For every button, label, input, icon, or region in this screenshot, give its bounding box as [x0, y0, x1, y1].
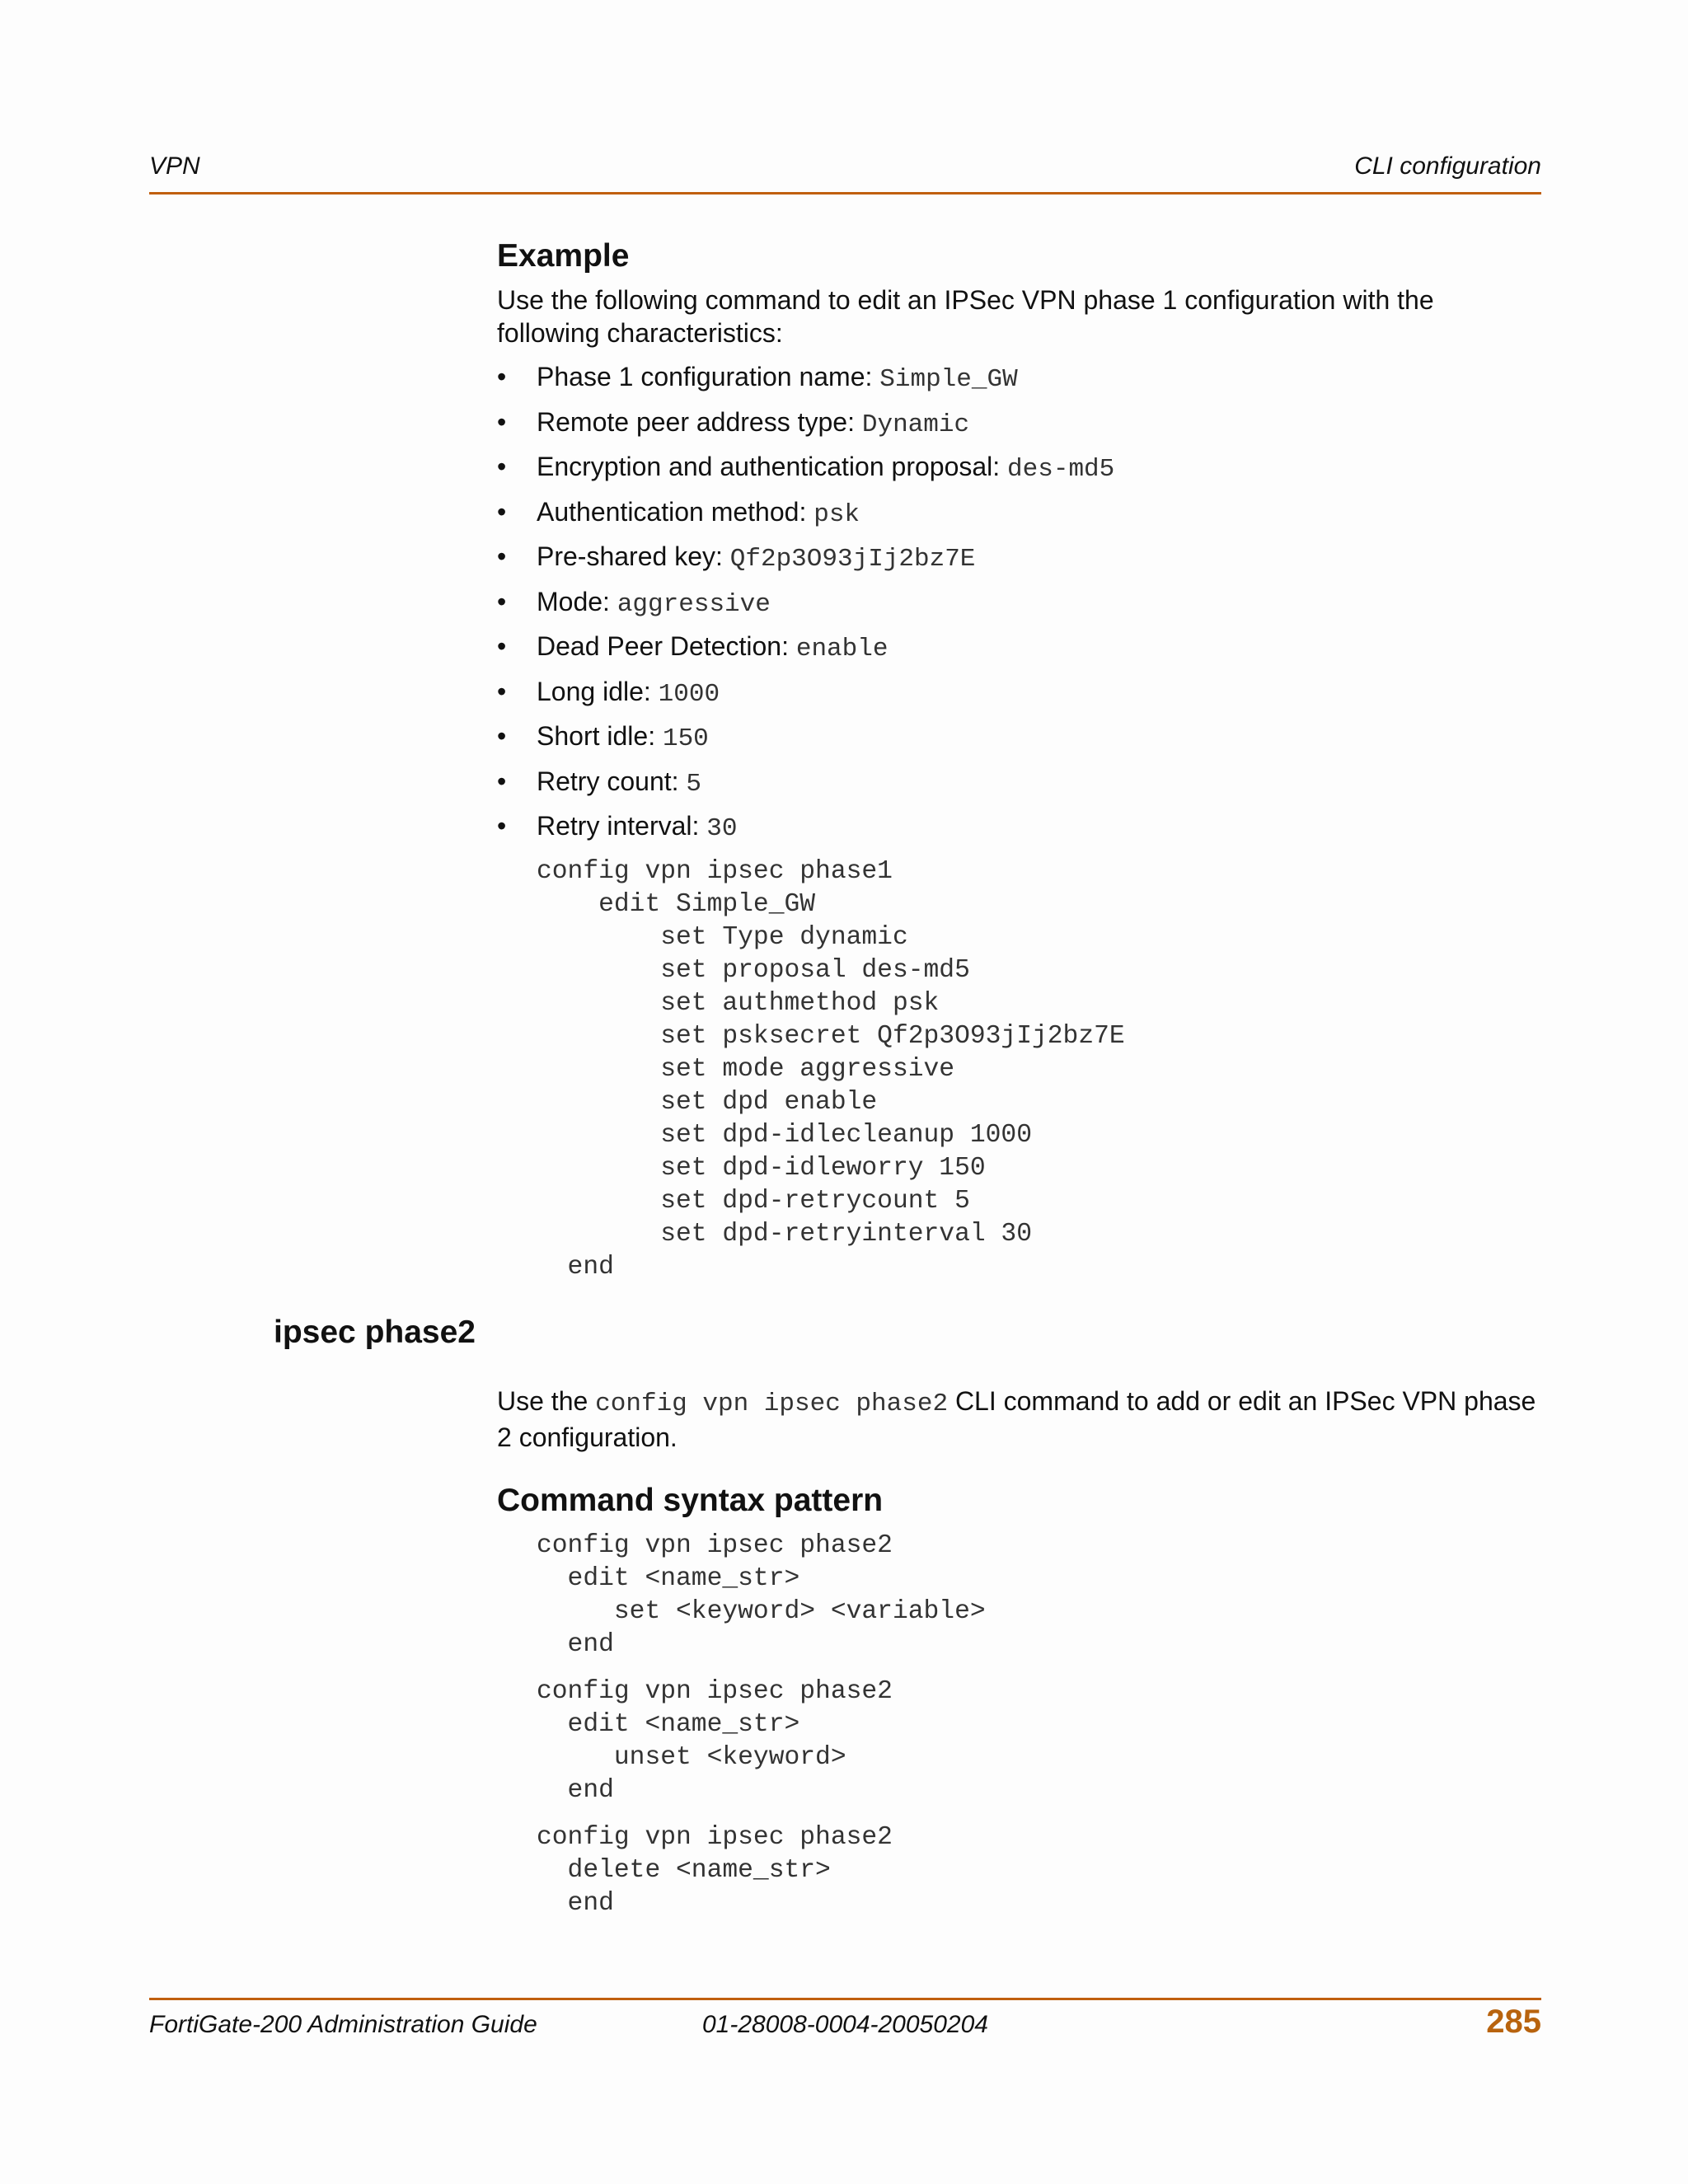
list-item: • Authentication method: psk: [497, 491, 1541, 537]
characteristics-list: [497, 356, 1541, 851]
example-section: [497, 236, 1541, 1284]
syntax-code-delete: config vpn ipsec phase2 delete <name_str> end: [537, 1823, 893, 1918]
list-item: • Retry count: 5: [497, 761, 1541, 806]
syntax-code-set: config vpn ipsec phase2 edit <name_str> set <keyword> <variable> end: [537, 1531, 986, 1659]
section-heading-ipsec-phase2: ipsec phase2: [274, 1315, 476, 1350]
phase1-code-example: config vpn ipsec phase1 edit Simple_GW set Type dynamic set proposal des-md5 set authmethod psk set psksecret Qf2p3O93jIj2bz7E set mode aggressive set dpd enable set dpd-idlecleanup 1000 set dpd-idleworry 150 set dpd-retrycount 5 set dpd-retryinterval 30 end: [537, 856, 1125, 1282]
list-item: • Mode: aggressive: [497, 581, 1541, 626]
footer-guide-title: FortiGate-200 Administration Guide: [149, 2011, 537, 2038]
list-item: • Short idle: 150: [497, 715, 1541, 761]
list-item: • Pre-shared key: Qf2p3O93jIj2bz7E: [497, 536, 1541, 581]
inline-command: config vpn ipsec phase2: [595, 1390, 949, 1418]
example-intro: Use the following command to edit an IPSec VPN phase 1 configuration with the following characteristics:: [497, 285, 1434, 348]
list-item: • Encryption and authentication proposal: des-md5: [497, 446, 1541, 491]
phase2-section: [497, 1385, 1541, 1920]
list-item: • Retry interval: 30: [497, 805, 1541, 851]
page-number: 285: [1486, 2004, 1541, 2040]
list-item: • Phase 1 configuration name: Simple_GW: [497, 356, 1541, 401]
list-item: • Long idle: 1000: [497, 671, 1541, 716]
running-header-right: CLI configuration: [1354, 152, 1541, 180]
list-item: • Remote peer address type: Dynamic: [497, 401, 1541, 447]
phase2-intro: Use the config vpn ipsec phase2 CLI command to add or edit an IPSec VPN phase 2 configuration.: [497, 1386, 1536, 1452]
running-header-left: VPN: [149, 152, 200, 180]
header-rule: [149, 192, 1541, 194]
example-heading: Example: [497, 238, 630, 274]
footer-document-number: 01-28008-0004-20050204: [702, 2011, 988, 2038]
list-item: • Dead Peer Detection: enable: [497, 626, 1541, 671]
syntax-code-unset: config vpn ipsec phase2 edit <name_str> unset <keyword> end: [537, 1677, 893, 1805]
syntax-heading: Command syntax pattern: [497, 1483, 884, 1518]
footer-rule: [149, 1998, 1541, 2000]
